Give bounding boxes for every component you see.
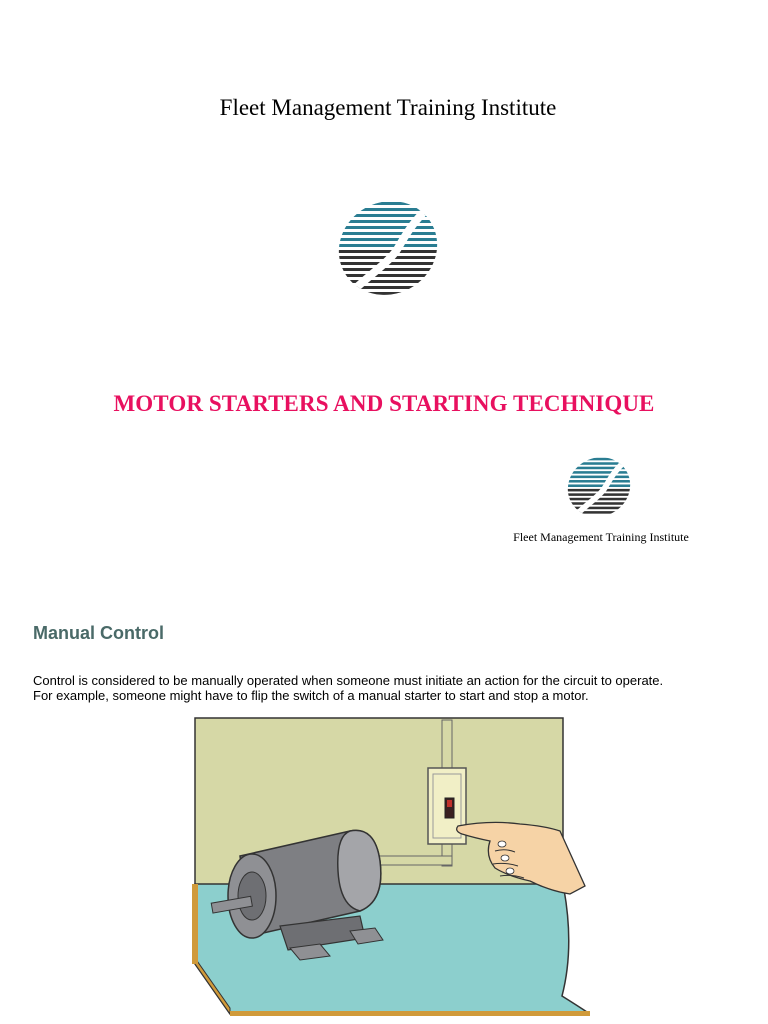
paragraph-line: Control is considered to be manually operated when someone must initiate an action for the circuit to operate. [33, 673, 664, 688]
logo-caption: Fleet Management Training Institute [513, 530, 689, 544]
institute-title: Fleet Management Training Institute [219, 95, 557, 120]
section-heading: Manual Control [33, 623, 164, 643]
paragraph [33, 673, 758, 703]
fmti-logo-icon [336, 200, 440, 296]
presentation-heading: MOTOR STARTERS AND STARTING TECHNIQUE [113, 391, 655, 416]
paragraph-line: For example, someone might have to flip the switch of a manual starter to start and stop a motor. [33, 688, 589, 703]
manual-control-illustration [190, 716, 590, 1016]
fmti-logo-icon [566, 456, 632, 518]
